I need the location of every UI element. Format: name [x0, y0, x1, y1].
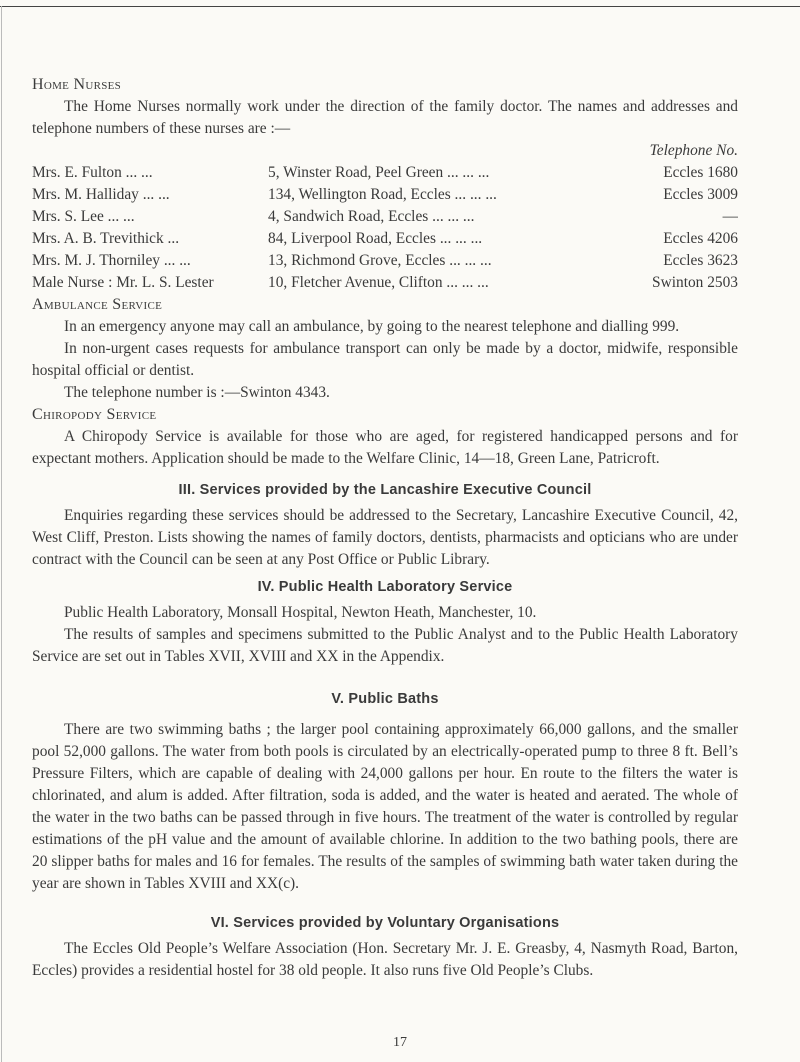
nurse-telephone: Eccles 3009 [663, 186, 738, 203]
nurse-address: 84, Liverpool Road, Eccles ... ... ... [268, 230, 483, 247]
section-6-title: VI. Services provided by Voluntary Organisations [210, 915, 560, 931]
nurse-row [32, 206, 738, 228]
section-5-paragraph: There are two swimming baths ; the larger pool containing approximately 66,000 gallons, and the smaller pool 52,000 gallons. The water from both pools is circulated by an electrically-operated pump to three 8 ft. Bell’s Pressure Filters, which are capable of dealing with 24,000 gallons per hour. En route to the filters the water is chlorinated, and alum is added. After filtration, soda is added, and the water is heated and aerated. The whole of the water in the two baths can be passed through in five hours. The treatment of the water is controlled by regular estimations of the pH value and the amount of available chlorine. In addition to the two bathing pools, there are 20 slipper baths for males and 16 for females. The results of the samples of swimming bath water taken during the year are shown in Tables XVIII and XX(c). [32, 721, 738, 892]
nurse-address: 5, Winster Road, Peel Green ... ... ... [268, 164, 490, 181]
nurse-address: 134, Wellington Road, Eccles ... ... ... [268, 186, 497, 203]
document-page [32, 74, 738, 982]
nurse-address: 10, Fletcher Avenue, Clifton ... ... ... [268, 274, 489, 291]
home-nurses-heading: Home Nurses [32, 76, 122, 93]
section-3-title: III. Services provided by the Lancashire Executive Council [178, 482, 592, 498]
nurse-telephone: Eccles 1680 [663, 164, 738, 181]
nurse-name: Mrs. A. B. Trevithick ... [32, 230, 180, 247]
section-5-title: V. Public Baths [331, 691, 439, 707]
nurse-address: 13, Richmond Grove, Eccles ... ... ... [268, 252, 492, 269]
nurse-telephone: — [722, 208, 738, 225]
ambulance-paragraph-2: In non-urgent cases requests for ambulance transport can only be made by a doctor, midwife, responsible hospital official or dentist. [32, 340, 738, 379]
nurse-name: Mrs. M. Halliday ... ... [32, 186, 170, 203]
section-6-paragraph: The Eccles Old People’s Welfare Association (Hon. Secretary Mr. J. E. Greasby, 4, Nasmyth Road, Barton, Eccles) provides a residential hostel for 38 old people. It also runs five Old People’s Clubs. [32, 940, 738, 979]
section-4-paragraph-2: The results of samples and specimens submitted to the Public Analyst and to the Public Health Laboratory Service are set out in Tables XVII, XVIII and XX in the Appendix. [32, 626, 738, 665]
nurse-telephone: Swinton 2503 [652, 274, 738, 291]
nurse-row [32, 184, 738, 206]
nurse-address: 4, Sandwich Road, Eccles ... ... ... [268, 208, 475, 225]
home-nurses-intro: The Home Nurses normally work under the direction of the family doctor. The names and addresses and telephone numbers of these nurses are :— [32, 98, 738, 137]
nurse-list [32, 162, 738, 294]
nurse-telephone: Eccles 4206 [663, 230, 738, 247]
nurse-row [32, 228, 738, 250]
page-number: 17 [393, 1035, 407, 1050]
left-border-line [1, 6, 2, 1062]
section-4-title: IV. Public Health Laboratory Service [257, 579, 513, 595]
section-3-paragraph: Enquiries regarding these services should be addressed to the Secretary, Lancashire Executive Council, 42, West Cliff, Preston. Lists showing the names of family doctors, dentists, pharmacists and opticians who are under contract with the Council can be seen at any Post Office or Public Library. [32, 507, 738, 568]
chiropody-heading: Chiropody Service [32, 406, 157, 423]
nurse-telephone: Eccles 3623 [663, 252, 738, 269]
ambulance-paragraph-1: In an emergency anyone may call an ambulance, by going to the nearest telephone and dialling 999. [64, 318, 680, 335]
ambulance-paragraph-3: The telephone number is :—Swinton 4343. [64, 384, 330, 401]
section-4-paragraph-1: Public Health Laboratory, Monsall Hospital, Newton Heath, Manchester, 10. [64, 604, 537, 621]
nurse-row [32, 250, 738, 272]
nurse-name: Mrs. S. Lee ... ... [32, 208, 135, 225]
nurse-row [32, 272, 738, 294]
nurse-name: Mrs. M. J. Thorniley ... ... [32, 252, 191, 269]
telephone-column-heading: Telephone No. [649, 142, 738, 159]
ambulance-heading: Ambulance Service [32, 296, 163, 313]
nurse-name: Male Nurse : Mr. L. S. Lester [32, 274, 214, 291]
nurse-row [32, 162, 738, 184]
top-border-line [0, 6, 800, 7]
chiropody-paragraph: A Chiropody Service is available for those who are aged, for registered handicapped persons and for expectant mothers. Application should be made to the Welfare Clinic, 14—18, Green Lane, Patricroft. [32, 428, 738, 467]
nurse-name: Mrs. E. Fulton ... ... [32, 164, 153, 181]
